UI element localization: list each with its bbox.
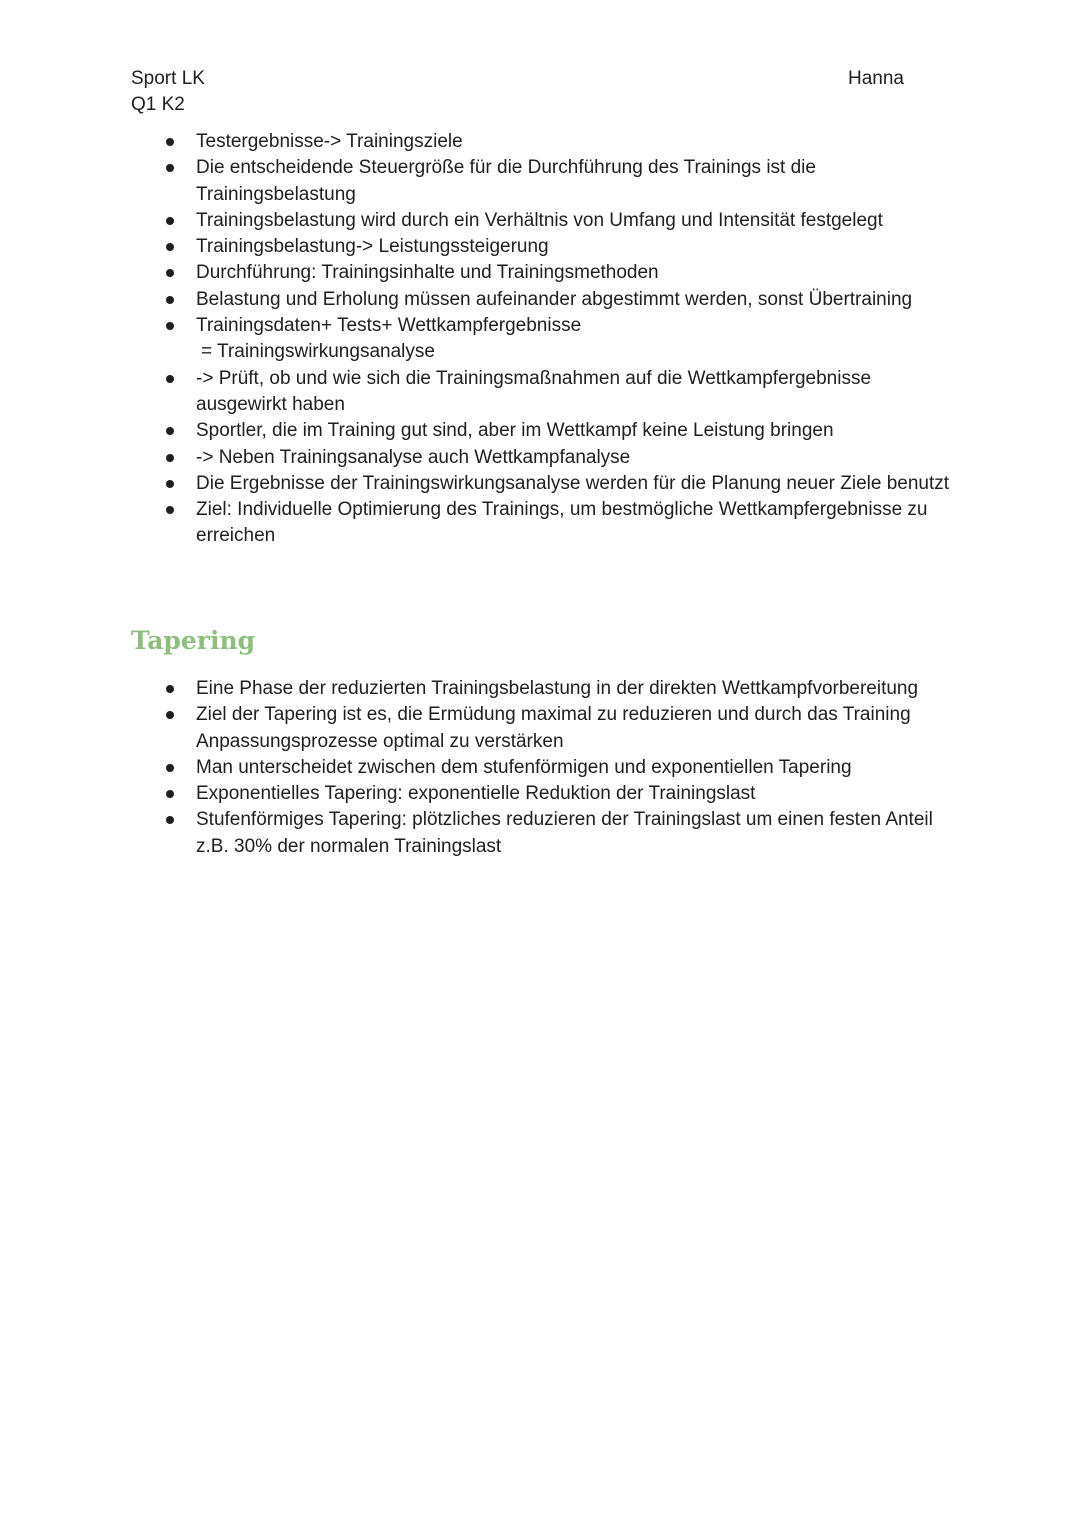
tapering-notes-list <box>166 676 966 860</box>
bullet-icon <box>166 506 174 514</box>
list-item: Trainingsdaten+ Tests+ Wettkampfergebnisse <box>166 313 966 339</box>
list-item: Trainingsbelastung-> Leistungssteigerung <box>166 234 966 260</box>
training-notes-list <box>166 129 966 550</box>
list-item: Belastung und Erholung müssen aufeinander abgestimmt werden, sonst Übertraining <box>166 287 966 313</box>
list-item: Exponentielles Tapering: exponentielle Reduktion der Trainingslast <box>166 781 966 807</box>
list-item: Die entscheidende Steuergröße für die Durchführung des Trainings ist die Trainingsbelastung <box>166 155 966 208</box>
bullet-icon <box>166 243 174 251</box>
bullet-icon <box>166 138 174 146</box>
bullet-icon <box>166 816 174 824</box>
bullet-icon <box>166 164 174 172</box>
course-title: Sport LK <box>131 68 205 89</box>
section-heading-tapering: Tapering <box>131 626 256 655</box>
list-item: Man unterscheidet zwischen dem stufenförmigen und exponentiellen Tapering <box>166 755 966 781</box>
list-item-continuation: = Trainingswirkungsanalyse <box>201 341 435 363</box>
header-left <box>131 66 205 118</box>
bullet-icon <box>166 454 174 462</box>
list-item: Sportler, die im Training gut sind, aber im Wettkampf keine Leistung bringen <box>166 418 966 444</box>
bullet-icon <box>166 375 174 383</box>
bullet-icon <box>166 764 174 772</box>
list-item: Ziel der Tapering ist es, die Ermüdung maximal zu reduzieren und durch das Training Anpassungsprozesse optimal zu verstärken <box>166 702 966 755</box>
unit-label: Q1 K2 <box>131 94 185 115</box>
bullet-icon <box>166 711 174 719</box>
list-item: -> Neben Trainingsanalyse auch Wettkampfanalyse <box>166 445 966 471</box>
list-item: Trainingsbelastung wird durch ein Verhältnis von Umfang und Intensität festgelegt <box>166 208 966 234</box>
list-item: Durchführung: Trainingsinhalte und Trainingsmethoden <box>166 260 966 286</box>
bullet-icon <box>166 480 174 488</box>
bullet-icon <box>166 427 174 435</box>
list-item: Testergebnisse-> Trainingsziele <box>166 129 966 155</box>
bullet-icon <box>166 296 174 304</box>
list-item: Eine Phase der reduzierten Trainingsbelastung in der direkten Wettkampfvorbereitung <box>166 676 966 702</box>
bullet-icon <box>166 685 174 693</box>
author-name: Hanna <box>848 68 904 89</box>
bullet-icon <box>166 322 174 330</box>
bullet-icon <box>166 269 174 277</box>
bullet-icon <box>166 217 174 225</box>
list-item: Ziel: Individuelle Optimierung des Trainings, um bestmögliche Wettkampfergebnisse zu erreichen <box>166 497 966 550</box>
bullet-icon <box>166 790 174 798</box>
list-item: Stufenförmiges Tapering: plötzliches reduzieren der Trainingslast um einen festen Anteil z.B. 30% der normalen Trainingslast <box>166 807 966 860</box>
list-item: Die Ergebnisse der Trainingswirkungsanalyse werden für die Planung neuer Ziele benutzt <box>166 471 966 497</box>
list-item: -> Prüft, ob und wie sich die Trainingsmaßnahmen auf die Wettkampfergebnisse ausgewirkt haben <box>166 366 966 419</box>
